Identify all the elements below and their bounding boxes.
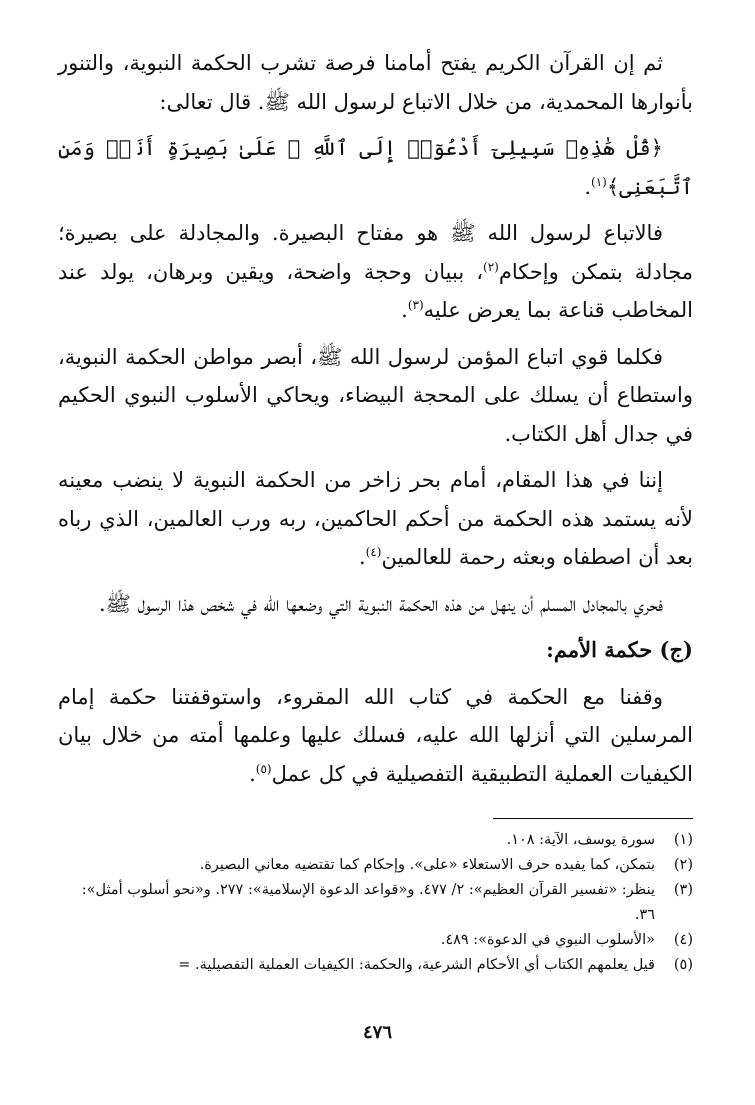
footnote-item <box>58 853 693 878</box>
footnote-text: بتمكن، كما يفيده حرف الاستعلاء «على». وإحكام كما تقتضيه معاني البصيرة. <box>199 857 655 873</box>
paragraph-intro-text: ثم إن القرآن الكريم يفتح أمامنا فرصة تشرب الحكمة النبوية، والتنور بأنوارها المحمدية، من خلال الاتباع لرسول الله ﷺ. قال تعالى: <box>58 51 693 114</box>
main-text <box>58 44 693 801</box>
footnote-number: (٣) <box>673 882 693 898</box>
footnote-text: قيل يعلمهم الكتاب أي الأحكام الشرعية، والحكمة: الكيفيات العملية التفصيلية. = <box>178 957 655 973</box>
paragraph-nations-text: وقفنا مع الحكمة في كتاب الله المقروء، واستوقفتنا حكمة إمام المرسلين التي أنزلها الله عليه، فسلك عليها وعلمها أمته من خلال بيان الكيفيات العملية التطبيقية التفصيلية في كل عمل <box>58 684 693 786</box>
paragraph-ocean <box>58 461 693 577</box>
paragraph-conclusion-text: فحري بالمجادل المسلم أن ينهل من هذه الحكمة النبوية التي وضعها الله في شخص هذا الرسول ﷺ. <box>98 591 663 616</box>
footnote-ref-3: (٣) <box>407 298 424 312</box>
footnote-item <box>58 878 693 928</box>
paragraph-ocean-text: إننا في هذا المقام، أمام بحر زاخر من الحكمة النبوية لا ينضب معينه لأنه يستمد هذه الحكمة من أحكم الحاكمين، ربه ورب العالمين، الذي رباه بعد أن اصطفاه وبعثه رحمة للعالمين <box>58 468 693 569</box>
paragraph-insight-text: فكلما قوي اتباع المؤمن لرسول الله ﷺ، أبصر مواطن الحكمة النبوية، واستطاع أن يسلك على المحجة البيضاء، ويحاكي الأسلوب النبوي الحكيم في جدال أهل الكتاب. <box>58 344 693 446</box>
footnote-number: (٥) <box>673 957 693 973</box>
footnote-ref-1: (١) <box>591 174 607 189</box>
paragraph-following-end: . <box>401 298 408 322</box>
footnote-ref-5: (٥) <box>255 761 272 776</box>
paragraph-following <box>58 214 693 330</box>
paragraph-following-text-a: فالاتباع لرسول الله ﷺ هو مفتاح البصيرة. والمجادلة على بصيرة؛ مجادلة بتمكن وإحكام <box>58 221 693 284</box>
quran-verse: ﴿قُلْ هَٰذِهِۦ سَبِيلِىٓ أَدْعُوٓا۟ إِلَى ٱللَّهِ ۚ عَلَىٰ بَصِيرَةٍ أَنَا۠ وَمَنِ ٱتَّبَعَنِى﴾$^{(١)}$. <box>58 136 693 199</box>
footnote-number: (١) <box>673 832 693 848</box>
quran-verse-text: ﴿قُلْ هَٰذِهِۦ سَبِيلِىٓ أَدْعُوٓا۟ إِلَى ٱللَّهِ ۚ عَلَىٰ بَصِيرَةٍ أَنَا۠ وَمَنِ ٱتَّبَعَنِى﴾ <box>58 136 693 199</box>
paragraph-nations <box>58 678 693 794</box>
section-heading: (ج) حكمة الأمم: <box>546 637 693 662</box>
footnote-number: (٤) <box>673 932 693 948</box>
footnote-ref-4: (٤) <box>365 545 382 559</box>
footnote-item <box>58 828 693 853</box>
footnote-ref-2: (٢) <box>483 259 499 274</box>
paragraph-conclusion <box>58 585 693 624</box>
footnote-number: (٢) <box>673 857 693 873</box>
footnote-text: ينظر: «تفسير القرآن العظيم»: ٢/ ٤٧٧. و«قواعد الدعوة الإسلامية»: ٢٧٧. و«نحو أسلوب أمثل»: ٣٦. <box>81 882 655 923</box>
footnote-text: «الأسلوب النبوي في الدعوة»: ٤٨٩. <box>440 932 655 948</box>
paragraph-ocean-end: . <box>358 545 366 569</box>
paragraph-insight <box>58 338 693 454</box>
footnote-item <box>58 953 693 978</box>
footnote-text: سورة يوسف، الآية: ١٠٨. <box>506 832 655 848</box>
footnote-item <box>58 928 693 953</box>
page-number: ٤٧٦ <box>362 1022 392 1043</box>
paragraph-nations-end: . <box>249 761 256 786</box>
footnotes <box>58 828 693 978</box>
footnote-divider <box>493 818 693 819</box>
paragraph-following-text-b: ، ببيان وحجة واضحة، ويقين وبرهان، يولد عند المخاطب قناعة بما يعرض عليه <box>58 259 693 322</box>
paragraph-intro <box>58 44 693 121</box>
